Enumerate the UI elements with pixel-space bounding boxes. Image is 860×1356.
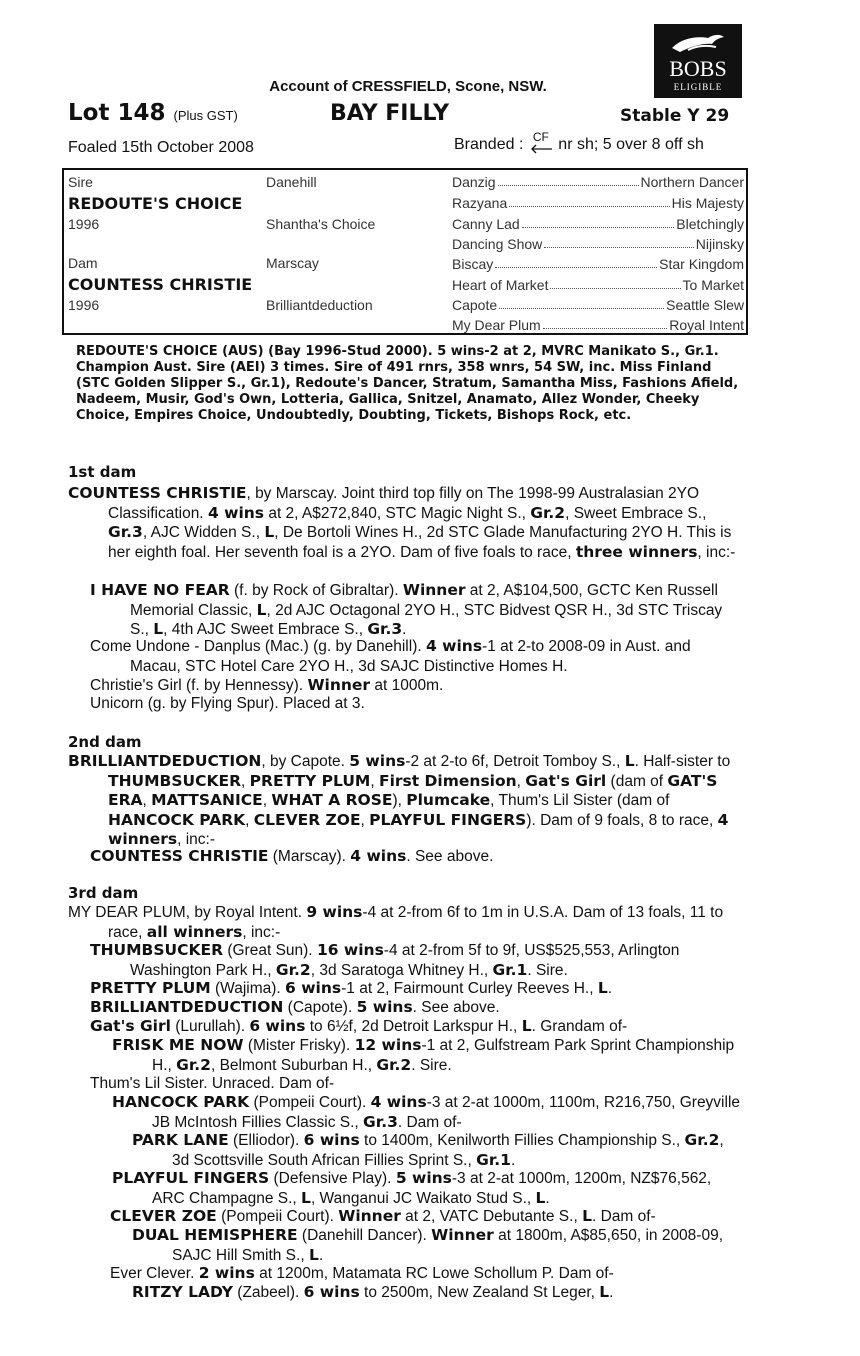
section-third-dam: 3rd dam [68,884,139,902]
progeny-entry: Thum's Lil Sister. Unraced. Dam of- [90,1075,335,1092]
brand-info: Branded : CF nr sh; 5 over 8 off sh [454,134,704,156]
progeny-entry: Christie's Girl (f. by Hennessy). Winner at 1000m. [90,676,444,694]
progeny-entry: Gat's Girl (Lurullah). 6 wins to 6½f, 2d Detroit Larkspur H., L. Grandam of- [90,1017,628,1035]
logo-text: BOBS [669,56,727,81]
progeny-entry: PLAYFUL FINGERS (Defensive Play). 5 wins-3 at 2-at 1000m, 1200m, NZ$76,562, ARC Champagne S., L, Wanganui JC Waikato Stud S., L. [112,1169,712,1207]
progeny-entry: Come Undone - Danplus (Mac.) (g. by Danehill). 4 wins-1 at 2-to 2008-09 in Aust. and Macau, STC Hotel Care 2YO H., 3d SAJC Distinctive Homes H. [90,637,691,675]
sire-dam: Shantha's Choice [266,216,376,232]
progeny-entry: COUNTESS CHRISTIE (Marscay). 4 wins. See above. [90,847,494,865]
lot-number: Lot 148 (Plus GST) [68,100,238,126]
gg-row: Danzig Northern Dancer [452,174,744,190]
gg-row: My Dear Plum Royal Intent [452,317,744,333]
dam-name: COUNTESS CHRISTIE [68,275,253,294]
section-first-dam: 1st dam [68,463,137,481]
progeny-entry: BRILLIANTDEDUCTION (Capote). 5 wins. See above. [90,998,500,1016]
dam-year: 1996 [68,297,100,313]
brand-mark: CF [528,134,554,156]
arrow-left-icon [528,134,554,156]
first-dam-entry: COUNTESS CHRISTIE, by Marscay. Joint third top filly on The 1998-99 Australasian 2YO Classification. 4 wins at 2, A$272,840, STC Magic Night S., Gr.2, Sweet Embrace S., Gr.3, AJC Widden S., L, De Bortoli Wines H., 2d STC Glade Manufacturing 2YO H. This is her eighth foal. Her seventh foal is a 2YO. Dam of five foals to race, three winners, inc:- [68,484,736,561]
progeny-entry: HANCOCK PARK (Pompeii Court). 4 wins-3 at 2-at 1000m, 1100m, R216,750, Greyville JB McIntosh Fillies Classic S., Gr.3. Dam of- [112,1093,741,1131]
sire-sire: Danehill [266,174,317,190]
gg-row: Dancing Show Nijinsky [452,236,744,252]
progeny-entry: DUAL HEMISPHERE (Danehill Dancer). Winner at 1800m, A$85,650, in 2008-09, SAJC Hill Smith S., L. [132,1226,724,1264]
gst-note: (Plus GST) [173,108,238,123]
dam-dam: Brilliantdeduction [266,297,373,313]
progeny-entry: Ever Clever. 2 wins at 1200m, Matamata RC Lowe Schollum P. Dam of- [110,1264,614,1282]
dam-label: Dam [68,255,98,271]
progeny-entry: Unicorn (g. by Flying Spur). Placed at 3. [90,695,365,712]
section-second-dam: 2nd dam [68,733,142,751]
progeny-entry: THUMBSUCKER (Great Sun). 16 wins-4 at 2-from 5f to 9f, US$525,553, Arlington Washington Park H., Gr.2, 3d Saratoga Whitney H., Gr.1. Sire. [90,941,680,979]
sire-summary: REDOUTE'S CHOICE (AUS) (Bay 1996-Stud 2000). 5 wins-2 at 2, MVRC Manikato S., Gr.1. Champion Aust. Sire (AEI) 3 times. Sire of 491 rnrs, 358 wnrs, 54 SW, inc. Miss Finland (STC Golden Slipper S., Gr.1), Redoute's Dancer, Stratum, Samantha Miss, Fashions Afield, Nadeem, Musir, God's Own, Lotteria, Gallica, Snitzel, Anamato, Allez Wonder, Cheeky Choice, Empires Choice, Undoubtedly, Doubting, Tickets, Bishops Rock, etc. [76,344,739,423]
progeny-entry: RITZY LADY (Zabeel). 6 wins to 2500m, New Zealand St Leger, L. [132,1283,614,1301]
foaled-date: Foaled 15th October 2008 [68,139,254,156]
gg-row: Heart of Market To Market [452,277,744,293]
gg-row: Capote Seattle Slew [452,297,744,313]
gg-row: Canny Lad Bletchingly [452,216,744,232]
sire-name: REDOUTE'S CHOICE [68,194,243,213]
second-dam-entry: BRILLIANTDEDUCTION, by Capote. 5 wins-2 at 2-to 6f, Detroit Tomboy S., L. Half-sister to THUMBSUCKER, PRETTY PLUM, First Dimension, Gat's Girl (dam of GAT'S ERA, MATTSANICE, WHAT A ROSE), Plumcake, Thum's Lil Sister (dam of HANCOCK PARK, CLEVER ZOE, PLAYFUL FINGERS). Dam of 9 foals, 8 to race, 4 winners, inc:- [68,752,731,848]
progeny-entry: FRISK ME NOW (Mister Frisky). 12 wins-1 at 2, Gulfstream Park Sprint Championship H., Gr.2, Belmont Suburban H., Gr.2. Sire. [112,1036,735,1074]
sire-label: Sire [68,174,93,190]
dam-sire: Marscay [266,255,319,271]
horse-title: BAY FILLY [330,101,450,126]
progeny-entry: PARK LANE (Elliodor). 6 wins to 1400m, Kenilworth Fillies Championship S., Gr.2, 3d Scottsville South African Fillies Sprint S., Gr.1. [132,1131,724,1169]
gg-row: Biscay Star Kingdom [452,256,744,272]
horse-head-icon [668,28,728,58]
progeny-entry: CLEVER ZOE (Pompeii Court). Winner at 2, VATC Debutante S., L. Dam of- [110,1207,656,1225]
pedigree-table [62,168,748,335]
sire-year: 1996 [68,216,100,232]
third-dam-entry: MY DEAR PLUM, by Royal Intent. 9 wins-4 at 2-from 6f to 1m in U.S.A. Dam of 13 foals, 11 to race, all winners, inc:- [68,903,724,941]
gg-row: Razyana His Majesty [452,195,744,211]
progeny-entry: PRETTY PLUM (Wajima). 6 wins-1 at 2, Fairmount Curley Reeves H., L. [90,979,613,997]
stable-number: Stable Y 29 [620,106,730,126]
account-line: Account of CRESSFIELD, Scone, NSW. [269,78,547,95]
logo-subtext: ELIGIBLE [673,82,723,92]
progeny-entry: I HAVE NO FEAR (f. by Rock of Gibraltar). Winner at 2, A$104,500, GCTC Ken Russell Memorial Classic, L, 2d AJC Octagonal 2YO H., STC Bidvest QSR H., 3d STC Triscay S., L, 4th AJC Sweet Embrace S., Gr.3. [90,581,723,638]
